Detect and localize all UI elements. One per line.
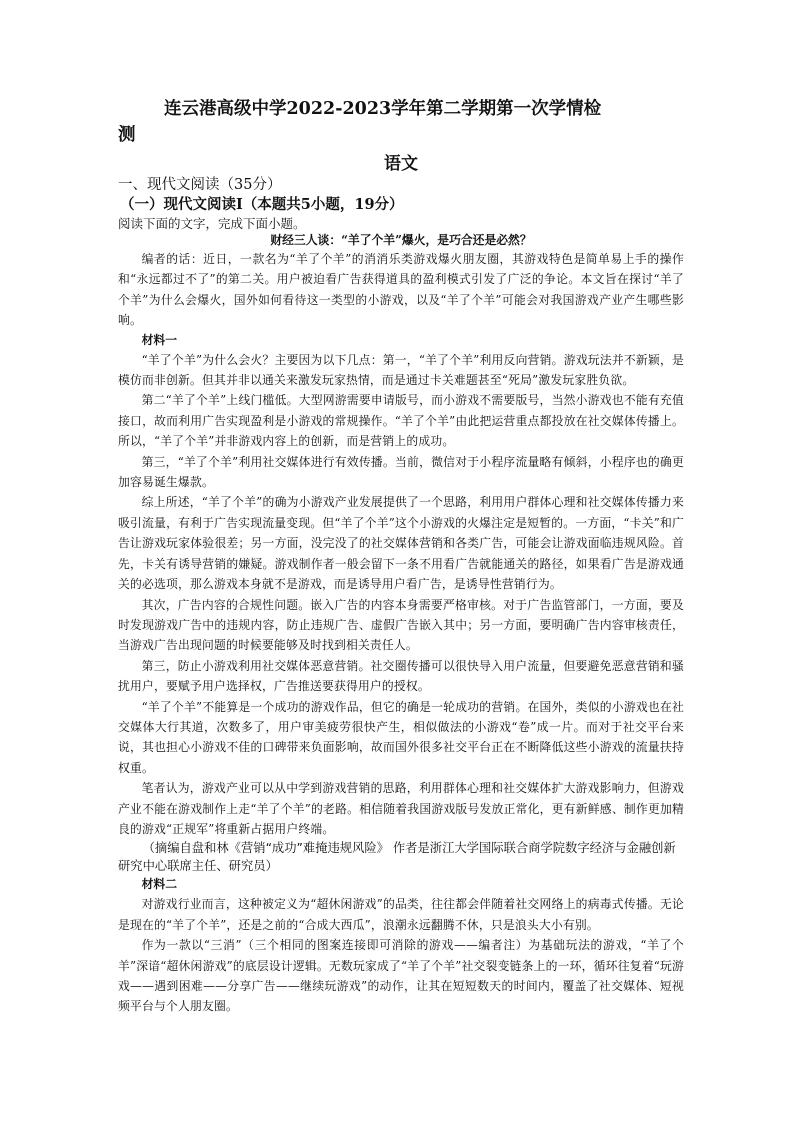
title-line-2: 测	[118, 125, 136, 145]
m1-paragraph: 第三，“羊了个羊”利用社交媒体进行有效传播。当前，微信对于小程序流量略有倾斜，小程序也的确更加容易诞生爆款。	[118, 454, 684, 490]
m1-paragraph: “羊了个羊”不能算是一个成功的游戏作品，但它的确是一轮成功的营销。在国外，类似的小游戏也在社交媒体大行其道，次数多了，用户审美疲劳很快产生，相似做法的小游戏“卷”成一片。而对于社交平台来说，其也担心小游戏不佳的口碑带来负面影响，故而国外很多社交平台正在不断降低这些小游戏的流量扶持权重。	[118, 699, 684, 775]
source-citation: （摘编自盘和林《营销“成功”难掩违规风险》 作者是浙江大学国际联合商学院数字经济与金融创新研究中心联席主任、研究员）	[118, 841, 676, 874]
m2-paragraph: 对游戏行业而言，这种被定义为“超休闲游戏”的品类，往往都会伴随着社交网络上的病毒式传播。无论是现在的“羊了个羊”，还是之前的“合成大西瓜”，浪潮永远翻腾不休，只是浪头大小有别。	[118, 897, 684, 932]
article-title: 财经三人谈：“羊了个羊”爆火，是巧合还是必然？	[270, 233, 532, 247]
instruction-text: 阅读下面的文字，完成下面小题。	[118, 216, 306, 231]
document-page	[118, 96, 684, 1017]
title-line-1: 连云港高级中学2022-2023学年第二学期第一次学情检	[164, 99, 602, 119]
material-2-label: 材料二	[141, 877, 177, 892]
m1-paragraph: 综上所述，“羊了个羊”的确为小游戏产业发展提供了一个思路，利用用户群体心理和社交媒体传播力来吸引流量，有利于广告实现流量变现。但“羊了个羊”这个小游戏的火爆注定是短暂的。一方面，“卡关”和广告让游戏玩家体验很差；另一方面，没完没了的社交媒体营销和各类广告，可能会让游戏面临违规风险。首先，卡关有诱导营销的嫌疑。游戏制作者一般会留下一条不用看广告就能通关的路径，如果看广告是游戏通关的必选项，那么游戏本身就不是游戏，而是诱导用户看广告，是诱导性营销行为。	[118, 495, 684, 592]
m2-paragraph: 作为一款以“三消”（三个相同的图案连接即可消除的游戏——编者注）为基础玩法的游戏，“羊了个羊”深谙“超休闲游戏”的底层设计逻辑。无数玩家成了“羊了个羊”社交裂变链条上的一环，循环往复着“玩游戏——遇到困难——分享广告——继续玩游戏”的动作，让其在短短数天的时间内，覆盖了社交媒体、短视频平台与个人朋友圈。	[118, 938, 684, 1014]
m1-paragraph: 第三，防止小游戏利用社交媒体恶意营销。社交圈传播可以很快导入用户流量，但要避免恶意营销和骚扰用户，要赋予用户选择权，广告推送要获得用户的授权。	[118, 658, 684, 694]
m1-paragraph: 其次，广告内容的合规性问题。嵌入广告的内容本身需要严格审核。对于广告监管部门，一方面，要及时发现游戏广告中的违规内容，防止违规广告、虚假广告嵌入其中；另一方面，要明确广告内容审核责任，当游戏广告出现问题的时候要能够及时找到相关责任人。	[118, 597, 684, 653]
document-title	[118, 96, 684, 148]
m1-paragraph: “羊了个羊”为什么会火？主要因为以下几点：第一，“羊了个羊”利用反向营销。游戏玩法并不新颖，是模仿而非创新。但其并非以通关来激发玩家热情，而是通过卡关难题甚至“死局”激发玩家胜负欲。	[118, 352, 684, 388]
subject-heading: 语文	[384, 154, 418, 174]
section-heading: 一、现代文阅读（35分）	[118, 177, 282, 193]
editor-note: 编者的话：近日，一款名为“羊了个羊”的消消乐类游戏爆火朋友圈，其游戏特色是简单易上手的操作和“永远都过不了”的第二关。用户被迫看广告获得道具的盈利模式引发了广泛的争论。本文旨在探讨“羊了个羊”为什么会爆火，国外如何看待这一类型的小游戏，以及“羊了个羊”可能会对我国游戏产业产生哪些影响。	[118, 252, 684, 328]
material-1-label: 材料一	[141, 332, 177, 347]
m1-paragraph: 笔者认为，游戏产业可以从中学到游戏营销的思路，利用群体心理和社交媒体扩大游戏影响力，但游戏产业不能在游戏制作上走“羊了个羊”的老路。相信随着我国游戏版号发放正常化，更有新鲜感、制作更加精良的游戏“正规军”将重新占据用户终端。	[118, 781, 684, 836]
m1-paragraph: 第二“羊了个羊”上线门槛低。大型网游需要申请版号，而小游戏不需要版号，当然小游戏也不能有充值接口，故而利用广告实现盈利是小游戏的常规操作。“羊了个羊”由此把运营重点都投放在社交媒体传播上。所以，“羊了个羊”并非游戏内容上的创新，而是营销上的成功。	[118, 393, 684, 449]
subsection-heading: （一）现代文阅读Ⅰ（本题共5小题，19分）	[120, 196, 404, 213]
